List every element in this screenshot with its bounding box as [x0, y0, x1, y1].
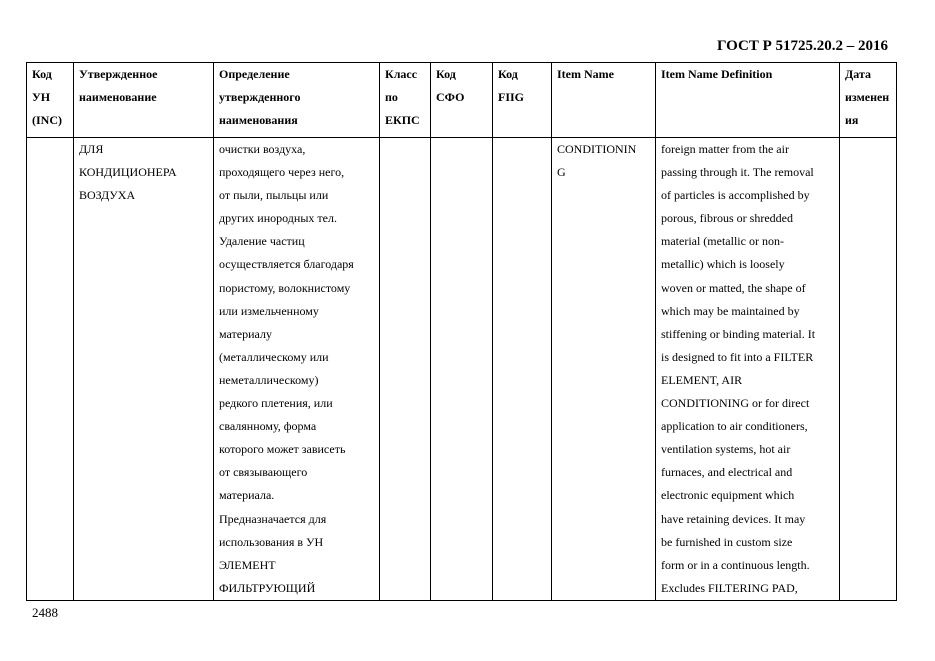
cell-line: woven or matted, the shape of — [661, 280, 806, 295]
header-code-sfo — [431, 63, 493, 138]
standard-designation: ГОСТ Р 51725.20.2 – 2016 — [716, 38, 888, 54]
cell-line: (металлическому или — [219, 349, 329, 364]
header-definition — [214, 63, 380, 138]
cell-line: Item Name — [557, 67, 614, 81]
cell-line: ВОЗДУХА — [79, 188, 136, 203]
cell-line: от связывающего — [219, 465, 308, 480]
cell-line: be furnished in custom size — [661, 534, 793, 549]
cell-line: по — [385, 90, 398, 105]
cell-line: УН — [32, 90, 51, 105]
cell-line: которого может зависеть — [219, 442, 346, 457]
header-approved-name — [74, 63, 214, 138]
cell-line: application to air conditioners, — [661, 419, 808, 434]
cell-line: ЕКПС — [385, 113, 420, 128]
header-change-date — [840, 63, 897, 138]
cell-line: which may be maintained by — [661, 303, 800, 318]
cell-line: других инородных тел. — [219, 211, 337, 226]
cell-definition-ru — [214, 138, 380, 601]
cell-line: have retaining devices. It may — [661, 511, 806, 526]
cell-line: metallic) which is loosely — [661, 257, 785, 272]
cell-line: foreign matter from the air — [661, 142, 789, 156]
cell-inc — [27, 138, 74, 601]
header-item-name — [552, 63, 656, 138]
cell-line: ия — [845, 113, 859, 128]
cell-line: неметаллическому) — [219, 372, 319, 387]
cell-line: Предназначается для — [219, 511, 327, 526]
cell-line: ФИЛЬТРУЮЩИЙ — [219, 580, 316, 595]
cell-line: Утвержденное — [79, 67, 158, 81]
header-inc — [27, 63, 74, 138]
cell-line: Excludes FILTERING PAD, — [661, 580, 798, 595]
cell-line: или измельченному — [219, 303, 319, 318]
cell-line: изменен — [845, 90, 890, 105]
page-number: 2488 — [32, 605, 58, 620]
header-item-name-definition — [656, 63, 840, 138]
cell-line: Дата — [845, 67, 871, 81]
cell-line: electronic equipment which — [661, 488, 795, 503]
cell-change-date — [840, 138, 897, 601]
cell-line: of particles is accomplished by — [661, 188, 810, 203]
cell-line: CONDITIONING or for direct — [661, 396, 810, 411]
cell-line: Класс — [385, 67, 418, 81]
header-row — [27, 63, 897, 138]
cell-line: stiffening or binding material. It — [661, 326, 816, 341]
cell-line: наименования — [219, 113, 298, 128]
cell-line: (INC) — [32, 113, 62, 128]
cell-line: свалянному, форма — [219, 419, 317, 434]
cell-line: КОНДИЦИОНЕРА — [79, 165, 177, 180]
cell-line: G — [557, 165, 566, 180]
cell-line: проходящего через него, — [219, 165, 345, 180]
cell-line: ventilation systems, hot air — [661, 442, 791, 457]
cell-line: form or in a continuous length. — [661, 557, 810, 572]
cell-line: ДЛЯ — [79, 142, 104, 156]
cell-line: от пыли, пыльцы или — [219, 188, 329, 203]
cell-line: Удаление частиц — [219, 234, 305, 249]
cell-line: Код — [498, 67, 518, 81]
cell-line: Определение — [219, 67, 290, 81]
catalog-table — [26, 62, 897, 601]
cell-line: осуществляется благодаря — [219, 257, 354, 272]
cell-item-name — [552, 138, 656, 601]
cell-line: ЭЛЕМЕНТ — [219, 557, 276, 572]
cell-line: CONDITIONIN — [557, 142, 637, 156]
cell-line: СФО — [436, 90, 465, 105]
cell-line: porous, fibrous or shredded — [661, 211, 793, 226]
cell-line: FIIG — [498, 90, 525, 105]
cell-line: furnaces, and electrical and — [661, 465, 793, 480]
cell-line: Item Name Definition — [661, 67, 773, 81]
cell-line: редкого плетения, или — [219, 396, 333, 411]
cell-approved-name — [74, 138, 214, 601]
cell-line: Код — [32, 67, 52, 81]
cell-line: ELEMENT, AIR — [661, 372, 743, 387]
cell-line: использования в УН — [219, 534, 324, 549]
header-code-fiig — [493, 63, 552, 138]
cell-line: пористому, волокнистому — [219, 280, 351, 295]
header-class-ekps — [380, 63, 431, 138]
cell-line: is designed to fit into a FILTER — [661, 349, 814, 364]
cell-line: материалу — [219, 326, 272, 341]
cell-code-fiig — [493, 138, 552, 601]
cell-line: наименование — [79, 90, 157, 105]
cell-item-name-definition — [656, 138, 840, 601]
cell-line: очистки воздуха, — [219, 142, 306, 156]
cell-class-ekps — [380, 138, 431, 601]
cell-line: утвержденного — [219, 90, 301, 105]
cell-code-sfo — [431, 138, 493, 601]
cell-line: passing through it. The removal — [661, 165, 814, 180]
cell-line: Код — [436, 67, 456, 81]
cell-line: material (metallic or non- — [661, 234, 784, 249]
table-row — [27, 138, 897, 601]
cell-line: материала. — [219, 488, 275, 503]
